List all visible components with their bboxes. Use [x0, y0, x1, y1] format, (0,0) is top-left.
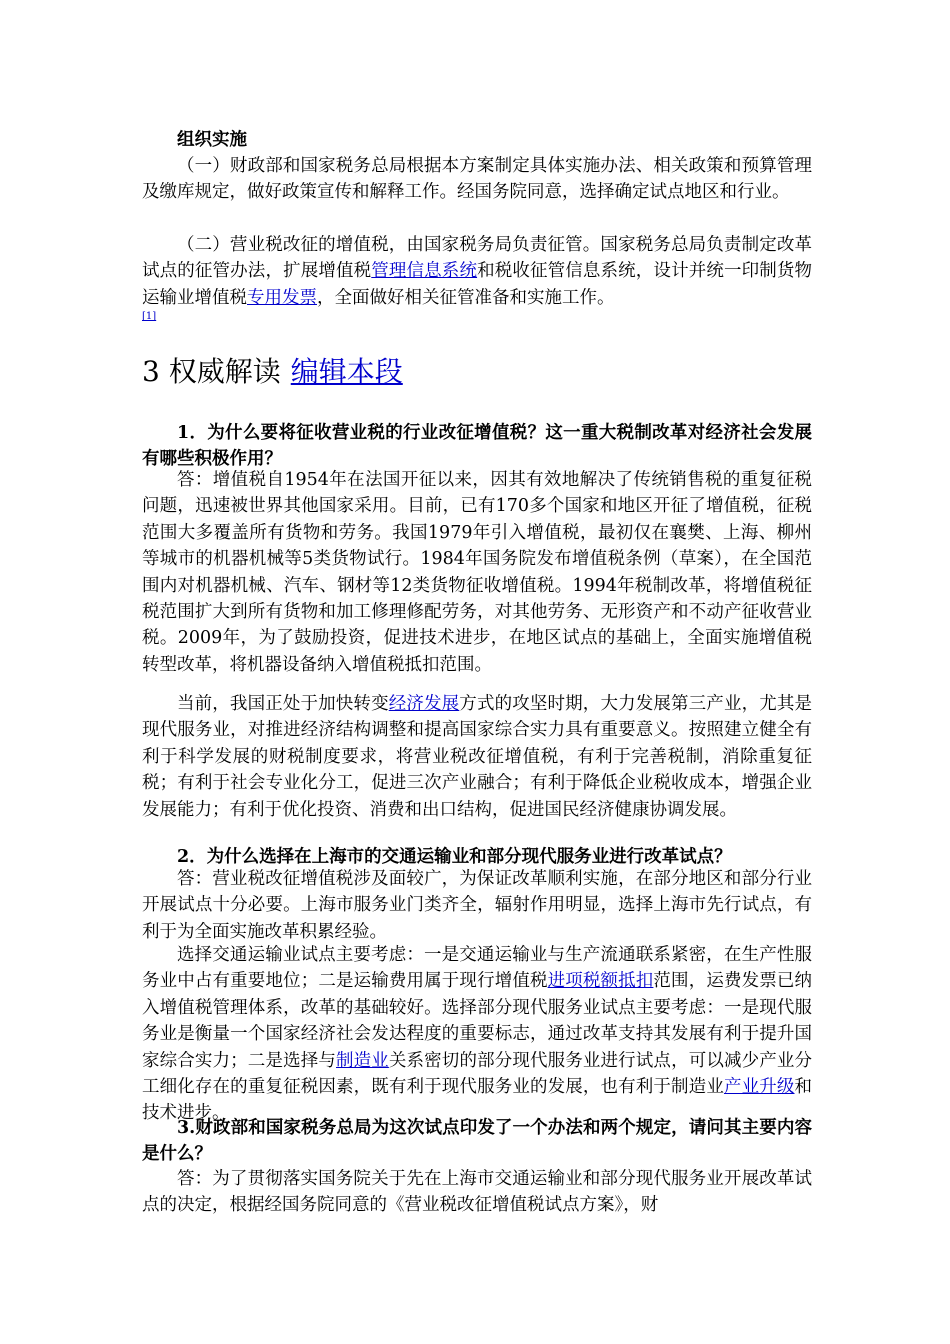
question-2: 2．为什么选择在上海市的交通运输业和部分现代服务业进行改革试点？: [177, 847, 732, 867]
text-run: 范围，运费发票已纳入增值税管理体系，改革的基础较好。选择部分现代服务业试点主要考虑：一是现代服务业是衡量一个国家经济社会发达程度的重要标志，通过改革支持其发展有利于提升国家综合实力；二是选择与: [142, 971, 813, 1071]
paragraph-org-1: （一）财政部和国家税务总局根据本方案制定具体实施办法、相关政策和预算管理及缴库规定，做好政策宣传和解释工作。经国务院同意，选择确定试点地区和行业。: [142, 156, 812, 203]
section-heading: [142, 352, 403, 392]
text-run: 方式的攻坚时期，大力发展第三产业，尤其是现代服务业，对推进经济结构调整和提高国家综合实力具有重要意义。按照建立健全有利于科学发展的财税制度要求，将营业税改征增值税，有利于完善税制，消除重复征税；有利于社会专业化分工，促进三次产业融合；有利于降低企业税收成本，增强企业发展能力；有利于优化投资、消费和出口结构，促进国民经济健康协调发展。: [142, 694, 813, 820]
link-economic-development[interactable]: 经济发展: [388, 694, 460, 714]
answer-2-paragraph-2: [142, 942, 812, 1127]
section-title: 权威解读: [168, 355, 281, 388]
text-run: 选择交通运输业试点主要考虑：一是交通运输业与生产流通联系紧密，在生产性服务业中占有重要地位；二是运输费用属于现行增值税: [142, 945, 812, 992]
link-management-info-system[interactable]: 管理信息系统: [371, 261, 478, 282]
link-manufacturing[interactable]: 制造业: [336, 1050, 389, 1071]
answer-2-paragraph-1: 答：营业税改征增值税涉及面较广，为保证改革顺利实施，在部分地区和部分行业开展试点十分必要。上海市服务业门类齐全，辐射作用明显，选择上海市先行试点，有利于为全面实施改革积累经验。: [142, 869, 812, 942]
question-1: 1．为什么要将征收营业税的行业改征增值税？这一重大税制改革对经济社会发展有哪些积极作用？: [142, 423, 812, 470]
question-3: 3.财政部和国家税务总局为这次试点印发了一个办法和两个规定，请问其主要内容是什么？: [142, 1118, 812, 1165]
text-run: ，全面做好相关征管准备和实施工作。: [317, 287, 615, 308]
section-number: 3: [142, 355, 160, 388]
edit-section-link[interactable]: 编辑本段: [290, 355, 403, 388]
text-run: （二）营业税改征的增值税，由国家税务局负责征管。国家税务总局负责制定改革试点的征管办法，扩展增值税: [142, 235, 812, 282]
text-run: 和税收征管信息系统，设计并统一印制货物运输业增值税: [142, 261, 813, 308]
text-run: 和技术进步。: [142, 1077, 813, 1124]
paragraph-org-2: [142, 232, 812, 338]
text-run: 关系密切的部分现代服务业进行试点，可以减少产业分工细化存在的重复征税因素，既有利于现代服务业的发展，也有利于制造业: [142, 1050, 813, 1098]
link-industrial-upgrade[interactable]: 产业升级: [723, 1077, 795, 1098]
link-input-tax-deduction[interactable]: 进项税额抵扣: [547, 971, 654, 992]
section-title-organization: 组织实施: [177, 130, 247, 150]
answer-1-paragraph-2: [142, 691, 812, 823]
citation-link[interactable]: [1]: [142, 311, 157, 323]
link-special-invoice[interactable]: 专用发票: [247, 287, 317, 308]
answer-3-paragraph-1: 答：为了贯彻落实国务院关于先在上海市交通运输业和部分现代服务业开展改革试点的决定，根据经国务院同意的《营业税改征增值税试点方案》，财: [142, 1169, 812, 1216]
answer-1-paragraph-1: 答：增值税自1954年在法国开征以来，因其有效地解决了传统销售税的重复征税问题，迅速被世界其他国家采用。目前，已有170多个国家和地区开征了增值税，征税范围大多覆盖所有货物和劳务。我国1979年引入增值税，最初仅在襄樊、上海、柳州等城市的机器机械等5类货物试行。1984年国务院发布增值税条例（草案），在全国范围内对机器机械、汽车、钢材等12类货物征收增值税。1994年税制改革，将增值税征税范围扩大到所有货物和加工修理修配劳务，对其他劳务、无形资产和不动产征收营业税。2009年，为了鼓励投资，促进技术进步，在地区试点的基础上，全面实施增值税转型改革，将机器设备纳入增值税抵扣范围。: [142, 470, 812, 675]
text-run: 当前，我国正处于加快转变: [177, 694, 389, 714]
